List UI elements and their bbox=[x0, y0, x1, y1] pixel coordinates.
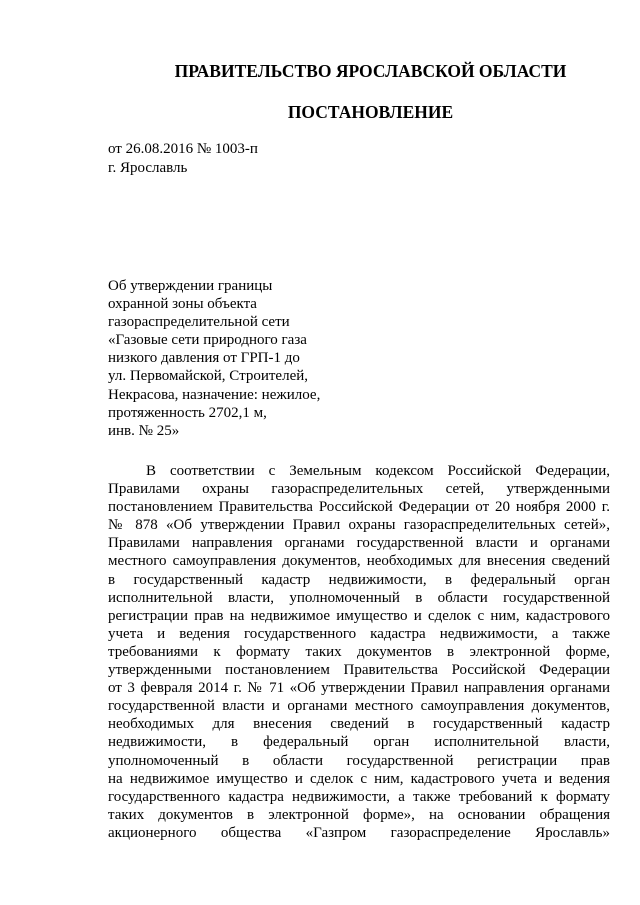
body-line: Правилами направления органами государственной власти и органами bbox=[108, 535, 610, 552]
date-number: от 26.08.2016 № 1003-п bbox=[108, 141, 258, 157]
subject-line: ул. Первомайской, Строителей, bbox=[108, 368, 309, 385]
subject-line: Об утверждении границы bbox=[108, 278, 273, 294]
body-line: необходимых для внесения сведений в государственный кадастр bbox=[108, 716, 610, 733]
body-line: В соответствии с Земельным кодексом Российской Федерации, bbox=[146, 463, 610, 479]
body-line: в государственный кадастр недвижимости, в федеральный орган bbox=[108, 571, 610, 588]
city: г. Ярославль bbox=[108, 160, 188, 176]
subject-line: низкого давления от ГРП-1 до bbox=[108, 350, 300, 367]
document-body bbox=[108, 462, 610, 842]
document-meta bbox=[108, 140, 258, 178]
body-line: от 3 февраля 2014 г. № 71 «Об утверждении Правил направления органами bbox=[108, 680, 610, 697]
body-line: Правилами охраны газораспределительных сетей, утвержденными bbox=[108, 481, 610, 498]
document-type-heading: ПОСТАНОВЛЕНИЕ bbox=[287, 102, 454, 122]
subject-line: инв. № 25» bbox=[108, 422, 180, 439]
body-line: регистрации прав на недвижимое имущество и сделок с ним, кадастрового bbox=[108, 607, 610, 624]
organization-heading: ПРАВИТЕЛЬСТВО ЯРОСЛАВСКОЙ ОБЛАСТИ bbox=[174, 61, 567, 81]
body-line: акционерного общества «Газпром газораспределение Ярославль» bbox=[108, 824, 610, 841]
subject-line: газораспределительной сети bbox=[108, 314, 290, 331]
body-line: исполнительной власти, уполномоченный в области государственной bbox=[108, 589, 610, 606]
subject-line: «Газовые сети природного газа bbox=[108, 332, 307, 349]
subject-line: Некрасова, назначение: нежилое, bbox=[108, 386, 321, 403]
body-line: постановлением Правительства Российской Федерации от 20 ноября 2000 г. bbox=[108, 499, 610, 516]
body-line: на недвижимое имущество и сделок с ним, кадастрового учета и ведения bbox=[108, 770, 610, 787]
body-line: таких документов в электронной форме», на основании обращения bbox=[108, 806, 610, 823]
subject-line: охранной зоны объекта bbox=[108, 296, 257, 313]
body-line: государственной власти и органами местного самоуправления документов, bbox=[108, 698, 610, 715]
body-line: № 878 «Об утверждении Правил охраны газораспределительных сетей», bbox=[108, 517, 610, 534]
document-subject bbox=[108, 277, 320, 440]
body-line: местного самоуправления документов, необходимых для внесения сведений bbox=[108, 553, 610, 570]
body-line: недвижимости, в федеральный орган исполнительной власти, bbox=[108, 734, 610, 751]
body-line: утвержденными постановлением Правительства Российской Федерации bbox=[108, 662, 610, 679]
body-line: требованиями к формату таких документов в электронной форме, bbox=[108, 643, 610, 660]
body-line: государственного кадастра недвижимости, а также требований к формату bbox=[108, 788, 610, 805]
subject-line: протяженность 2702,1 м, bbox=[108, 404, 267, 421]
body-line: уполномоченный в области государственной регистрации прав bbox=[108, 752, 610, 769]
body-line: учета и ведения государственного кадастра недвижимости, а также bbox=[108, 625, 610, 642]
